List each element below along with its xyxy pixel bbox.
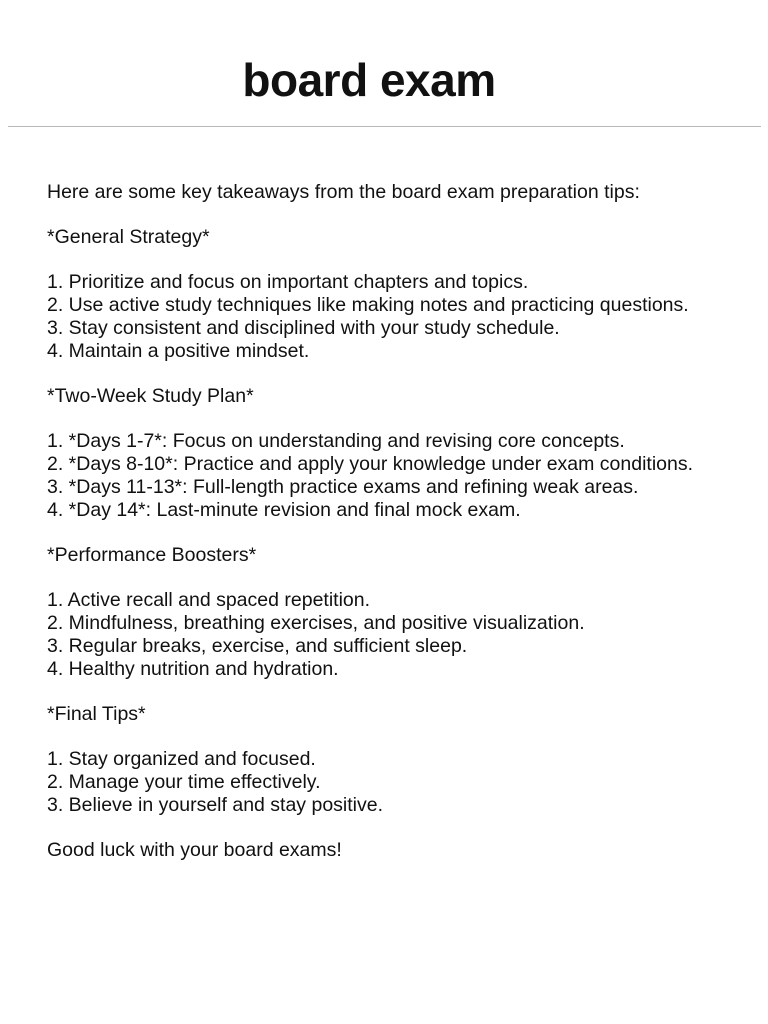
- list-item: 1. Active recall and spaced repetition.: [47, 589, 371, 611]
- list-item: 4. Maintain a positive mindset.: [47, 340, 310, 362]
- document-body: [47, 181, 737, 862]
- section-heading: *Final Tips*: [47, 703, 146, 725]
- list-item: 3. Regular breaks, exercise, and sufficient sleep.: [47, 635, 468, 657]
- title-divider: [8, 126, 761, 127]
- list-item: 1. *Days 1-7*: Focus on understanding and revising core concepts.: [47, 430, 625, 452]
- section-heading: *Two-Week Study Plan*: [47, 385, 254, 407]
- list-item: 2. *Days 8-10*: Practice and apply your knowledge under exam conditions.: [47, 453, 694, 475]
- list-item: 3. Believe in yourself and stay positive.: [47, 794, 384, 816]
- section-heading: *General Strategy*: [47, 226, 210, 248]
- list-item: 1. Stay organized and focused.: [47, 748, 316, 770]
- list-item: 4. *Day 14*: Last-minute revision and final mock exam.: [47, 499, 521, 521]
- list-item: 2. Manage your time effectively.: [47, 771, 321, 793]
- intro-paragraph: Here are some key takeaways from the board exam preparation tips:: [47, 181, 640, 203]
- list-item: 3. Stay consistent and disciplined with your study schedule.: [47, 317, 560, 339]
- page-title: board exam: [242, 54, 496, 106]
- list-item: 2. Mindfulness, breathing exercises, and positive visualization.: [47, 612, 585, 634]
- section-heading: *Performance Boosters*: [47, 544, 257, 566]
- list-item: 4. Healthy nutrition and hydration.: [47, 658, 339, 680]
- closing-line: Good luck with your board exams!: [47, 839, 342, 861]
- list-item: 3. *Days 11-13*: Full-length practice exams and refining weak areas.: [47, 476, 639, 498]
- list-item: 1. Prioritize and focus on important chapters and topics.: [47, 271, 529, 293]
- list-item: 2. Use active study techniques like making notes and practicing questions.: [47, 294, 689, 316]
